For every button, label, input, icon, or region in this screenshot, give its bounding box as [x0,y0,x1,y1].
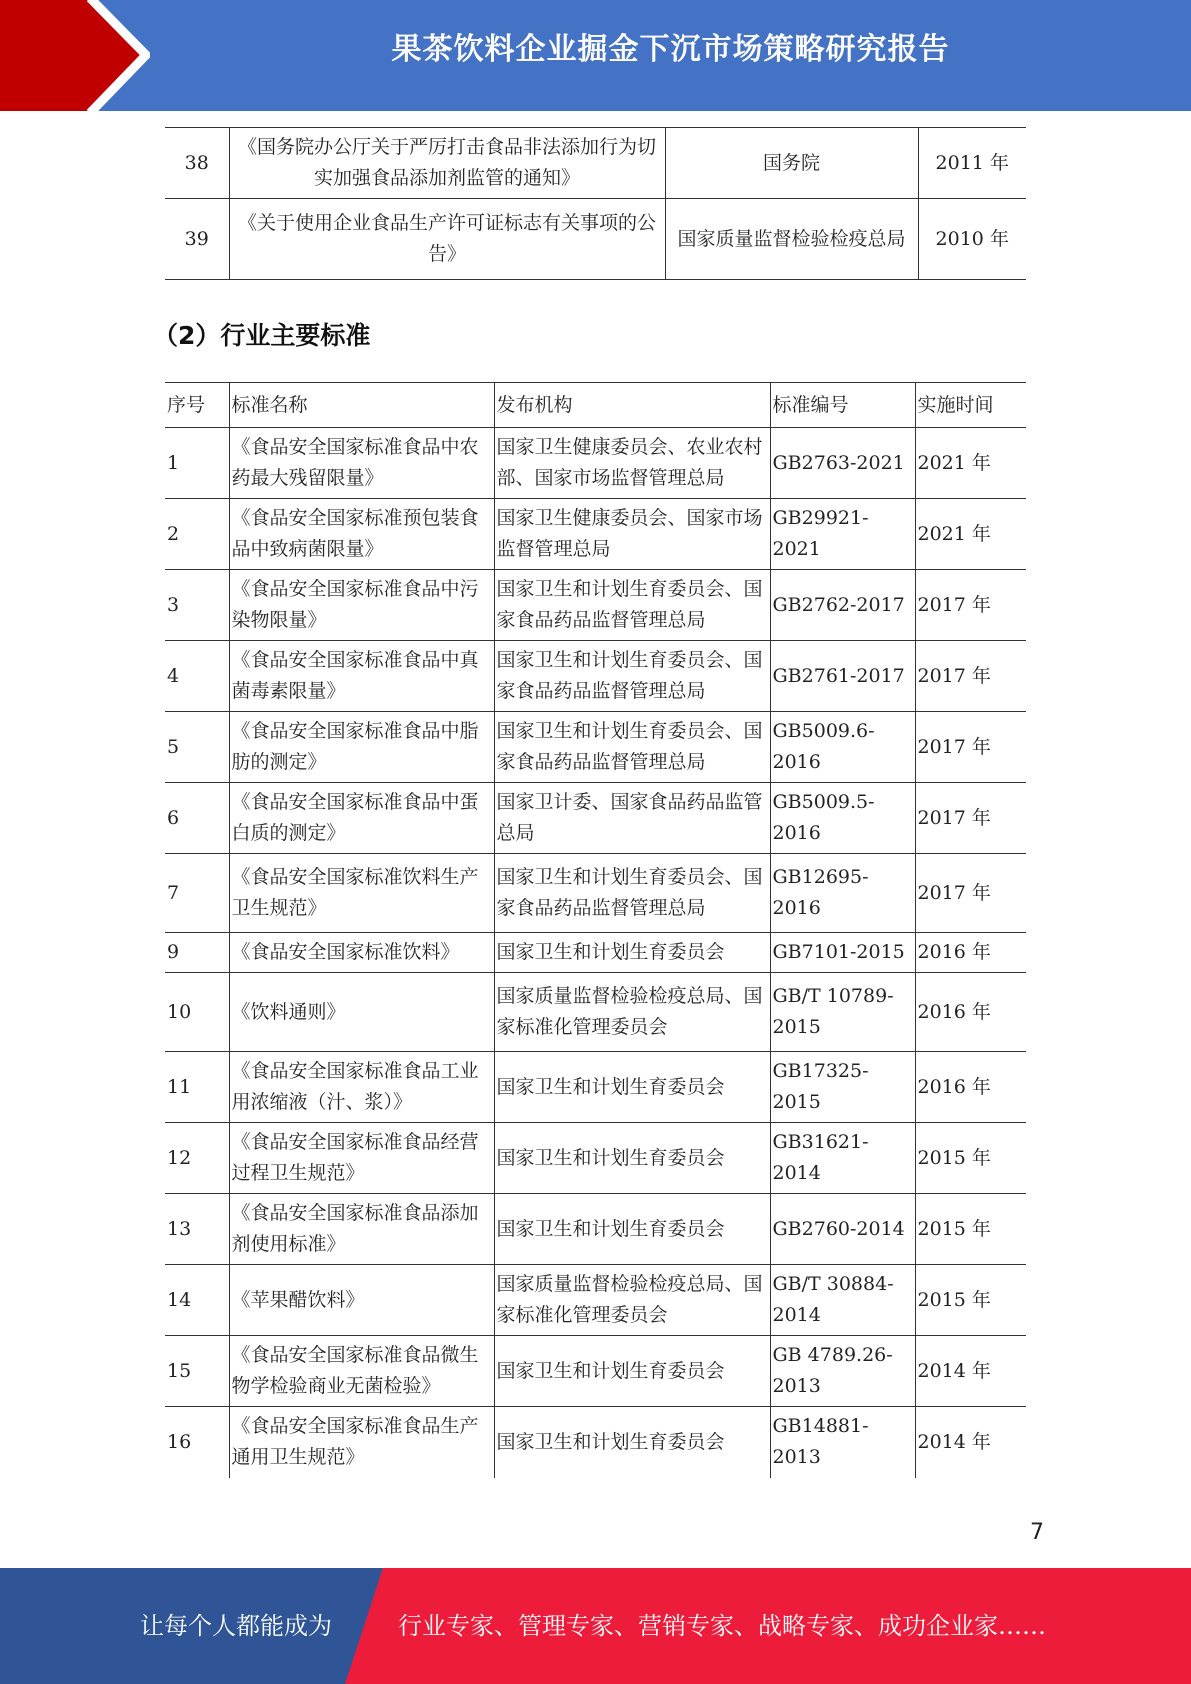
standard-name: 《食品安全国家标准食品添加剂使用标准》 [229,1194,494,1265]
law-name: 《关于使用企业食品生产许可证标志有关事项的公告》 [229,199,665,280]
standard-name: 《食品安全国家标准食品工业用浓缩液（汁、浆）》 [229,1052,494,1123]
header-name: 标准名称 [229,383,494,428]
standard-code: GB5009.5-2016 [770,783,915,854]
header-no: 序号 [165,383,229,428]
standard-issuer: 国家卫生和计划生育委员会 [494,933,770,973]
row-number: 1 [165,428,229,499]
table-row [165,428,1026,499]
standard-code: GB/T 10789-2015 [770,973,915,1052]
table-row [165,499,1026,570]
table-row [165,854,1026,933]
standard-code: GB/T 30884-2014 [770,1265,915,1336]
standard-issuer: 国家卫生和计划生育委员会 [494,1194,770,1265]
table-row [165,1265,1026,1336]
standard-date: 2021 年 [915,499,1026,570]
row-number: 14 [165,1265,229,1336]
standard-code: GB17325-2015 [770,1052,915,1123]
standard-name: 《食品安全国家标准饮料》 [229,933,494,973]
row-number: 4 [165,641,229,712]
row-number: 2 [165,499,229,570]
law-year: 2011 年 [918,128,1026,199]
row-number: 38 [165,128,229,199]
table-row [165,1123,1026,1194]
standard-date: 2015 年 [915,1123,1026,1194]
page-header [0,0,1191,111]
standard-code: GB 4789.26-2013 [770,1336,915,1407]
table-row [165,128,1026,199]
standard-issuer: 国家卫生和计划生育委员会 [494,1336,770,1407]
standard-name: 《食品安全国家标准饮料生产卫生规范》 [229,854,494,933]
standard-code: GB31621-2014 [770,1123,915,1194]
standard-name: 《食品安全国家标准食品经营过程卫生规范》 [229,1123,494,1194]
table-row [165,199,1026,280]
footer-slogan-left: 让每个人都能成为 [140,1612,332,1640]
row-number: 9 [165,933,229,973]
header-code: 标准编号 [770,383,915,428]
row-number: 15 [165,1336,229,1407]
row-number: 11 [165,1052,229,1123]
row-number: 10 [165,973,229,1052]
row-number: 7 [165,854,229,933]
standard-issuer: 国家卫生和计划生育委员会 [494,1407,770,1478]
standards-table [165,382,1026,1478]
standard-issuer: 国家质量监督检验检疫总局、国家标准化管理委员会 [494,1265,770,1336]
section-heading: （2）行业主要标准 [153,321,371,350]
footer-slogan-right: 行业专家、管理专家、营销专家、战略专家、成功企业家…… [398,1612,1046,1640]
standard-name: 《食品安全国家标准食品中脂肪的测定》 [229,712,494,783]
row-number: 6 [165,783,229,854]
standard-code: GB5009.6-2016 [770,712,915,783]
standard-code: GB2760-2014 [770,1194,915,1265]
standard-name: 《食品安全国家标准食品中真菌毒素限量》 [229,641,494,712]
law-issuer: 国务院 [665,128,918,199]
table-row [165,570,1026,641]
header-arrow-decoration [0,0,150,111]
standard-code: GB12695-2016 [770,854,915,933]
standard-date: 2021 年 [915,428,1026,499]
standard-name: 《苹果醋饮料》 [229,1265,494,1336]
table-row [165,973,1026,1052]
table-row [165,1407,1026,1478]
standard-issuer: 国家卫生和计划生育委员会、国家食品药品监督管理总局 [494,641,770,712]
header-issuer: 发布机构 [494,383,770,428]
standard-date: 2017 年 [915,854,1026,933]
table-row [165,712,1026,783]
row-number: 39 [184,227,209,250]
standard-date: 2017 年 [915,712,1026,783]
page-footer [0,1568,1191,1684]
standard-code: GB2763-2021 [770,428,915,499]
standard-date: 2016 年 [915,973,1026,1052]
standard-name: 《食品安全国家标准食品微生物学检验商业无菌检验》 [229,1336,494,1407]
standard-date: 2017 年 [915,783,1026,854]
standard-name: 《饮料通则》 [229,973,494,1052]
standard-issuer: 国家卫生健康委员会、国家市场监督管理总局 [494,499,770,570]
standard-name: 《食品安全国家标准食品中农药最大残留限量》 [229,428,494,499]
standard-name: 《食品安全国家标准食品生产通用卫生规范》 [229,1407,494,1478]
table-header-row [165,383,1026,428]
table-row [165,1194,1026,1265]
page-number: 7 [1030,1520,1044,1545]
standard-date: 2016 年 [915,1052,1026,1123]
row-number: 5 [165,712,229,783]
standard-issuer: 国家卫生和计划生育委员会、国家食品药品监督管理总局 [494,854,770,933]
standard-code: GB2761-2017 [770,641,915,712]
standard-code: GB29921-2021 [770,499,915,570]
standard-code: GB2762-2017 [770,570,915,641]
row-number: 3 [165,570,229,641]
standard-issuer: 国家质量监督检验检疫总局、国家标准化管理委员会 [494,973,770,1052]
table-row [165,641,1026,712]
law-year: 2010 年 [918,199,1026,280]
table-row [165,783,1026,854]
law-issuer: 国家质量监督检验检疫总局 [665,199,918,280]
table-row [165,1336,1026,1407]
standard-name: 《食品安全国家标准预包装食品中致病菌限量》 [229,499,494,570]
standard-issuer: 国家卫生和计划生育委员会、国家食品药品监督管理总局 [494,712,770,783]
table-row [165,1052,1026,1123]
standard-date: 2015 年 [915,1265,1026,1336]
standard-name: 《食品安全国家标准食品中污染物限量》 [229,570,494,641]
standard-issuer: 国家卫生和计划生育委员会 [494,1123,770,1194]
standard-issuer: 国家卫生健康委员会、农业农村部、国家市场监督管理总局 [494,428,770,499]
standard-date: 2015 年 [915,1194,1026,1265]
header-date: 实施时间 [915,383,1026,428]
standard-date: 2016 年 [915,933,1026,973]
standard-issuer: 国家卫生和计划生育委员会、国家食品药品监督管理总局 [494,570,770,641]
row-number: 12 [165,1123,229,1194]
standard-date: 2017 年 [915,641,1026,712]
standard-date: 2014 年 [915,1336,1026,1407]
report-title: 果茶饮料企业掘金下沉市场策略研究报告 [391,32,950,67]
standard-issuer: 国家卫生和计划生育委员会 [494,1052,770,1123]
standard-date: 2014 年 [915,1407,1026,1478]
standard-date: 2017 年 [915,570,1026,641]
standard-code: GB14881-2013 [770,1407,915,1478]
standard-code: GB7101-2015 [770,933,915,973]
table-row [165,933,1026,973]
row-number: 13 [165,1194,229,1265]
law-name: 《国务院办公厅关于严厉打击食品非法添加行为切实加强食品添加剂监管的通知》 [229,128,665,199]
laws-table [165,127,1026,280]
row-number: 16 [167,1430,192,1453]
standard-name: 《食品安全国家标准食品中蛋白质的测定》 [229,783,494,854]
standard-issuer: 国家卫计委、国家食品药品监管总局 [494,783,770,854]
